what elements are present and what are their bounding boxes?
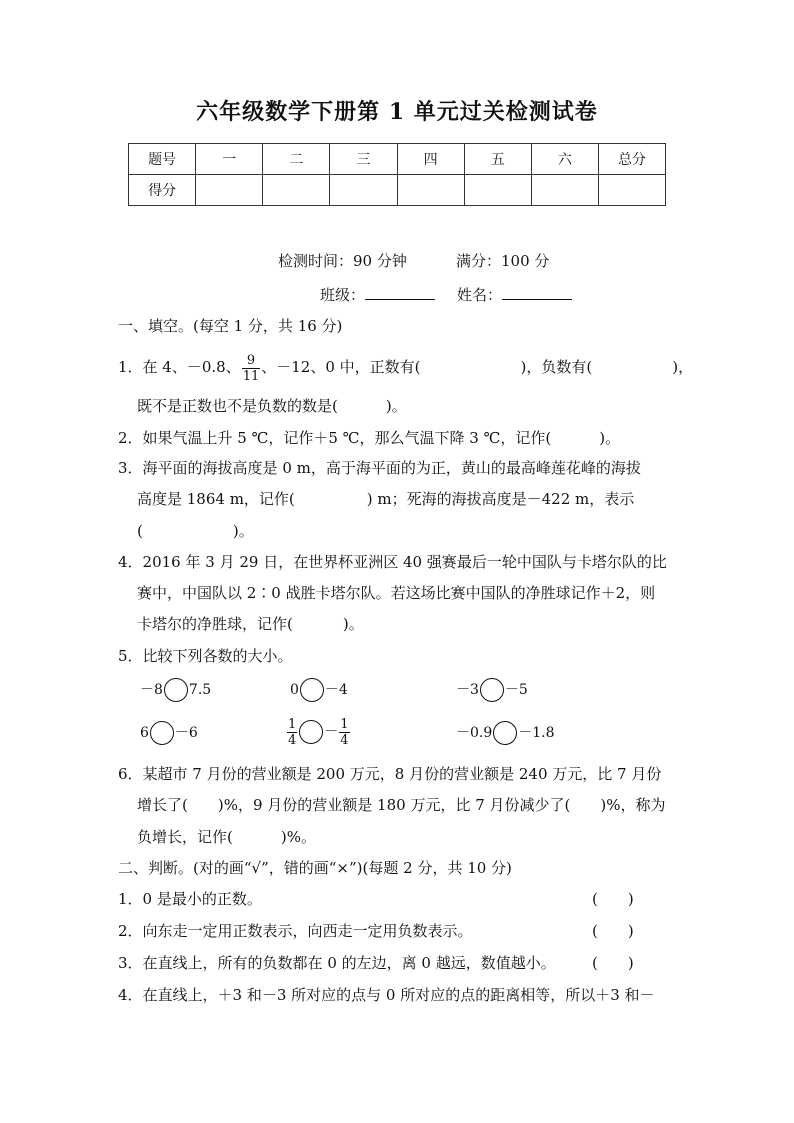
compare-right: －6 [174, 725, 198, 741]
score-cell[interactable] [397, 175, 464, 206]
q1-line2a: 既不是正数也不是负数的数是( [137, 397, 338, 415]
q1-end: )， [672, 358, 694, 376]
judge-item: 1．0 是最小的正数。 [118, 890, 262, 908]
name-input-line[interactable] [502, 284, 572, 300]
q2-end: )。 [599, 429, 621, 447]
score-cell[interactable] [196, 175, 263, 206]
q1-mid: 、－12、0 中，正数有( [261, 358, 421, 376]
section1-heading: 一、填空。(每空 1 分，共 16 分) [118, 317, 343, 335]
score-table-score-row [129, 175, 666, 206]
frac-numerator: 1 [288, 716, 297, 732]
section2-heading: 二、判断。(对的画“√”，错的画“×”)(每题 2 分，共 10 分) [118, 859, 512, 877]
class-field [320, 284, 435, 305]
score-table-header-cell: 总分 [598, 144, 665, 175]
score-row-label: 得分 [129, 175, 196, 206]
compare-circle[interactable] [299, 720, 323, 744]
score-table-header-cell: 三 [330, 144, 397, 175]
q1-frac-numerator: 9 [242, 353, 261, 369]
question-6-line-3 [137, 827, 316, 847]
q3-line3b: )。 [232, 522, 254, 540]
q2-text: 2．如果气温上升 5 ℃，记作＋5 ℃，那么气温下降 3 ℃，记作( [118, 429, 552, 447]
compare-left: 6 [140, 725, 149, 741]
score-cell[interactable] [464, 175, 531, 206]
q4-line3a: 卡塔尔的净胜球，记作( [137, 615, 293, 633]
score-table-header-cell: 四 [397, 144, 464, 175]
compare-right: －4 [324, 682, 348, 698]
compare-left: －3 [456, 682, 479, 698]
question-4-line-3 [137, 614, 364, 634]
q3-line2a: 高度是 1864 m，记作( [137, 490, 295, 508]
judge-answer-parens[interactable]: ( ) [592, 890, 634, 908]
score-cell[interactable] [330, 175, 397, 206]
question-2 [118, 428, 620, 448]
q1-mid2: )，负数有( [520, 358, 593, 376]
compare-circle[interactable] [493, 721, 517, 745]
compare-right-fraction [339, 717, 349, 748]
exam-time: 检测时间：90 分钟 [278, 252, 407, 270]
question-3-line-3 [137, 521, 254, 541]
question-4-line-2: 赛中，中国队以 2∶0 战胜卡塔尔队。若这场比赛中国队的净胜球记作＋2，则 [137, 584, 656, 602]
compare-item-1 [140, 678, 211, 702]
q1-line2b: )。 [385, 397, 407, 415]
compare-circle[interactable] [164, 678, 188, 702]
score-table-header-cell: 五 [464, 144, 531, 175]
compare-item-3 [456, 678, 528, 702]
compare-minus: － [324, 724, 339, 740]
compare-left: －0.9 [456, 725, 493, 741]
question-6-line-1: 6．某超市 7 月份的营业额是 200 万元，8 月份的营业额是 240 万元，比 7 月份 [118, 765, 662, 783]
name-label: 姓名： [457, 286, 503, 304]
judge-item: 3．在直线上，所有的负数都在 0 的左边，离 0 越远，数值越小。 [118, 954, 556, 972]
q3-line3a: ( [137, 522, 143, 540]
score-table-header-cell: 六 [531, 144, 598, 175]
score-table-header-cell: 一 [196, 144, 263, 175]
compare-left: －8 [140, 682, 163, 698]
judge-item: 2．向东走一定用正数表示，向西走一定用负数表示。 [118, 922, 473, 940]
score-table-header-row [129, 144, 666, 175]
question-5: 5．比较下列各数的大小。 [118, 647, 293, 665]
score-table-header-cell: 题号 [129, 144, 196, 175]
q6-line3a: 负增长，记作( [137, 828, 233, 846]
judge-answer-parens[interactable]: ( ) [592, 922, 634, 940]
frac-denominator: 4 [288, 732, 297, 748]
compare-right: －5 [504, 682, 528, 698]
frac-numerator: 1 [340, 716, 349, 732]
compare-right: 7.5 [188, 682, 212, 698]
question-3-line-1: 3．海平面的海拔高度是 0 m，高于海平面的为正，黄山的最高峰莲花峰的海拔 [118, 459, 641, 477]
class-label: 班级： [320, 286, 366, 304]
page-title: 六年级数学下册第 1 单元过关检测试卷 [196, 99, 598, 125]
question-4-line-1: 4．2016 年 3 月 29 日，在世界杯亚洲区 40 强赛最后一轮中国队与卡塔尔队的比 [118, 553, 667, 571]
frac-denominator: 4 [340, 732, 349, 748]
q1-frac-denominator: 11 [242, 368, 260, 384]
compare-circle[interactable] [150, 721, 174, 745]
question-6-line-2 [137, 795, 666, 815]
compare-left: 0 [290, 682, 299, 698]
compare-item-5 [286, 714, 351, 750]
score-cell[interactable] [263, 175, 330, 206]
compare-left-fraction [287, 717, 297, 748]
q6-line2c: )%，称为 [600, 796, 666, 814]
score-table-header-cell: 二 [263, 144, 330, 175]
compare-right: －1.8 [518, 725, 555, 741]
score-table [128, 143, 666, 206]
q6-line3b: )%。 [280, 828, 316, 846]
q6-line2a: 增长了( [137, 796, 188, 814]
question-3-line-2 [137, 489, 634, 509]
q6-line2b: )%，9 月份的营业额是 180 万元，比 7 月份减少了( [217, 796, 571, 814]
q1-prefix: 1．在 4、－0.8、 [118, 358, 241, 376]
score-cell[interactable] [598, 175, 665, 206]
q3-line2b: ) m；死海的海拔高度是－422 m，表示 [366, 490, 635, 508]
full-score: 满分：100 分 [456, 252, 550, 270]
name-field [457, 284, 572, 305]
judge-item: 4．在直线上，＋3 和－3 所对应的点与 0 所对应的点的距离相等，所以＋3 和－ [118, 986, 655, 1004]
compare-item-2 [290, 678, 348, 702]
judge-answer-parens[interactable]: ( ) [592, 954, 634, 972]
compare-item-6 [456, 721, 555, 745]
class-input-line[interactable] [365, 284, 435, 300]
compare-item-4 [140, 721, 198, 745]
q4-line3b: )。 [342, 615, 364, 633]
q1-fraction [242, 353, 261, 384]
score-cell[interactable] [531, 175, 598, 206]
compare-circle[interactable] [480, 678, 504, 702]
question-1-line-2 [137, 396, 407, 416]
question-1-line-1 [118, 350, 693, 384]
compare-circle[interactable] [300, 678, 324, 702]
